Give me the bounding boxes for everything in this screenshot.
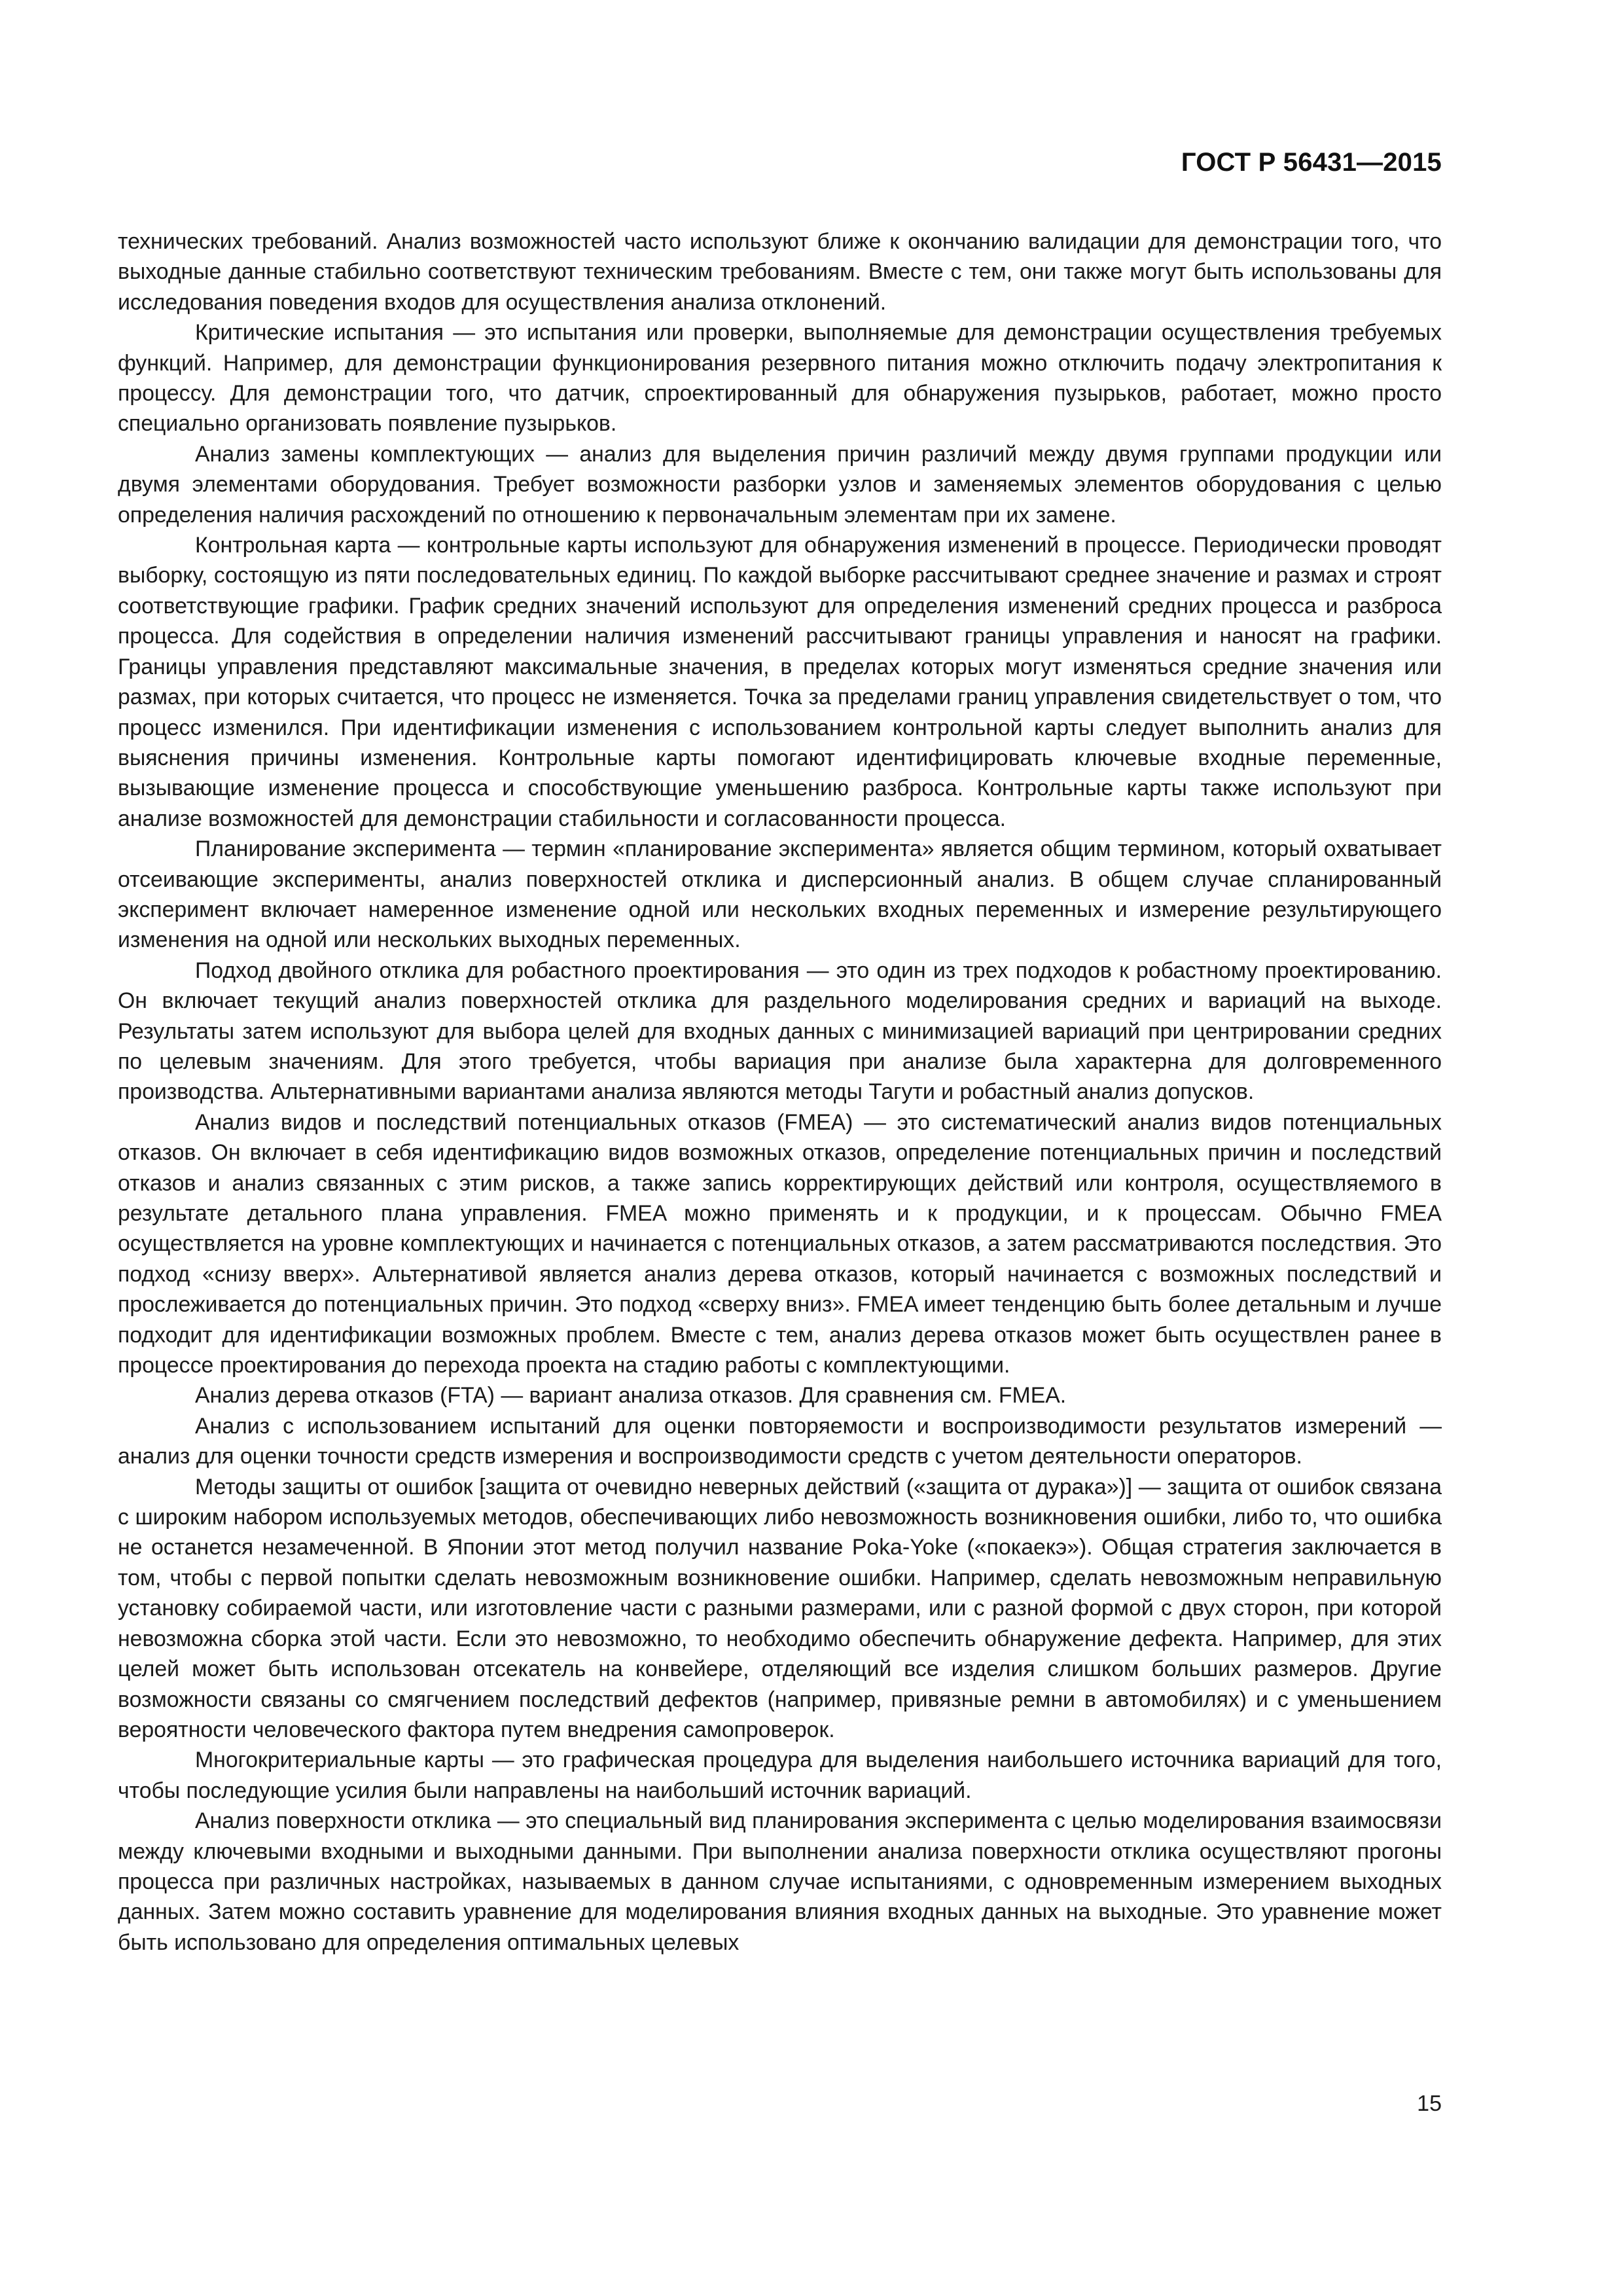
paragraph: Анализ дерева отказов (FTA) — вариант анализа отказов. Для сравнения см. FMEA.: [195, 1383, 1067, 1408]
paragraph: Многокритериальные карты — это графическая процедура для выделения наибольшего источника вариаций для того, чтобы последующие усилия были направлены на наибольший источник вариаций.: [118, 1748, 1442, 1803]
paragraph: технических требований. Анализ возможностей часто используют ближе к окончанию валидации для демонстрации того, что выходные данные стабильно соответствуют техническим требованиям. Вместе с тем, они также могут быть использованы для исследования поведения входов для осуществления анализа отклонений.: [118, 229, 1442, 315]
page-number: 15: [1417, 2091, 1442, 2116]
paragraph: Анализ видов и последствий потенциальных отказов (FMEA) — это систематический анализ видов потенциальных отказов. Он включает в себя идентификацию видов возможных отказов, определение потенциальных причин и последствий отказов и анализ связанных с этим рисков, а также запись корректирующих действий или контроля, осуществляемого в результате детального плана управления. FMEA можно применять и к продукции, и к процессам. Обычно FMEA осуществляется на уровне комплектующих и начинается с потенциальных отказов, а затем рассматриваются последствия. Это подход «снизу вверх». Альтернативой является анализ дерева отказов, который начинается с возможных последствий и прослеживается до потенциальных причин. Это подход «сверху вниз». FMEA имеет тенденцию быть более детальным и лучше подходит для идентификации возможных проблем. Вместе с тем, анализ дерева отказов может быть осуществлен ранее в процессе проектирования до перехода проекта на стадию работы с комплектующими.: [118, 1109, 1442, 1378]
paragraph: Анализ замены комплектующих — анализ для выделения причин различий между двумя группами продукции или двумя элементами оборудования. Требует возможности разборки узлов и заменяемых элементов оборудования с целью определения наличия расхождений по отношению к первоначальным элементам при их замене.: [118, 441, 1442, 528]
paragraph: Анализ поверхности отклика — это специальный вид планирования эксперимента с целью моделирования взаимосвязи между ключевыми входными и выходными данными. При выполнении анализа поверхности отклика осуществляют прогоны процесса при различных настройках, называемых в данном случае испытаниями, с одновременным измерением выходных данных. Затем можно составить уравнение для моделирования влияния входных данных на выходные. Это уравнение может быть использовано для определения оптимальных целевых: [118, 1808, 1442, 1955]
paragraph: Критические испытания — это испытания или проверки, выполняемые для демонстрации осуществления требуемых функций. Например, для демонстрации функционирования резервного питания можно отключить подачу электропитания к процессу. Для демонстрации того, что датчик, спроектированный для обнаружения пузырьков, работает, можно просто специально организовать появление пузырьков.: [118, 320, 1442, 437]
body-text: [118, 226, 1442, 1958]
document-designation: ГОСТ Р 56431—2015: [1181, 148, 1442, 177]
paragraph: Методы защиты от ошибок [защита от очевидно неверных действий («защита от дурака»)] — защита от ошибок связана с широким набором используемых методов, обеспечивающих либо невозможность возникновения ошибки, либо то, что ошибка не останется незамеченной. В Японии этот метод получил название Poka-Yoke («покаекэ»). Общая стратегия заключается в том, чтобы с первой попытки сделать невозможным возникновение ошибки. Например, сделать невозможным неправильную установку собираемой части, или изготовление части с разными размерами, или с разной формой с двух сторон, при которой невозможна сборка этой части. Если это невозможно, то необходимо обеспечить обнаружение дефекта. Например, для этих целей может быть использован отсекатель на конвейере, отделяющий все изделия слишком больших размеров. Другие возможности связаны со смягчением последствий дефектов (например, привязные ремни в автомобилях) и с уменьшением вероятности человеческого фактора путем внедрения самопроверок.: [118, 1474, 1442, 1742]
paragraph: Подход двойного отклика для робастного проектирования — это один из трех подходов к робастному проектированию. Он включает текущий анализ поверхностей отклика для раздельного моделирования средних и вариаций на выходе. Результаты затем используют для выбора целей для входных данных с минимизацией вариаций при центрировании средних по целевым значениям. Для этого требуется, чтобы вариация при анализе была характерна для долговременного производства. Альтернативными вариантами анализа являются методы Тагути и робастный анализ допусков.: [118, 958, 1442, 1105]
paragraph: Контрольная карта — контрольные карты используют для обнаружения изменений в процессе. Периодически проводят выборку, состоящую из пяти последовательных единиц. По каждой выборке рассчитывают среднее значение и размах и строят соответствующие графики. График средних значений используют для определения изменений средних процесса и разброса процесса. Для содействия в определении наличия изменений рассчитывают границы управления и наносят на графики. Границы управления представляют максимальные значения, в пределах которых могут изменяться средние значения или размах, при которых считается, что процесс не изменяется. Точка за пределами границ управления свидетельствует о том, что процесс изменился. При идентификации изменения с использованием контрольной карты следует выполнить анализ для выяснения причины изменения. Контрольные карты помогают идентифицировать ключевые входные переменные, вызывающие изменение процесса и способствующие уменьшению разброса. Контрольные карты также используют при анализе возможностей для демонстрации стабильности и согласованности процесса.: [118, 533, 1442, 831]
paragraph: Планирование эксперимента — термин «планирование эксперимента» является общим термином, который охватывает отсеивающие эксперименты, анализ поверхностей отклика и дисперсионный анализ. В общем случае спланированный эксперимент включает намеренное изменение одной или нескольких входных переменных и измерение результирующего изменения на одной или нескольких выходных переменных.: [118, 836, 1442, 953]
paragraph: Анализ с использованием испытаний для оценки повторяемости и воспроизводимости результатов измерений — анализ для оценки точности средств измерения и воспроизводимости средств с учетом деятельности операторов.: [118, 1413, 1442, 1469]
